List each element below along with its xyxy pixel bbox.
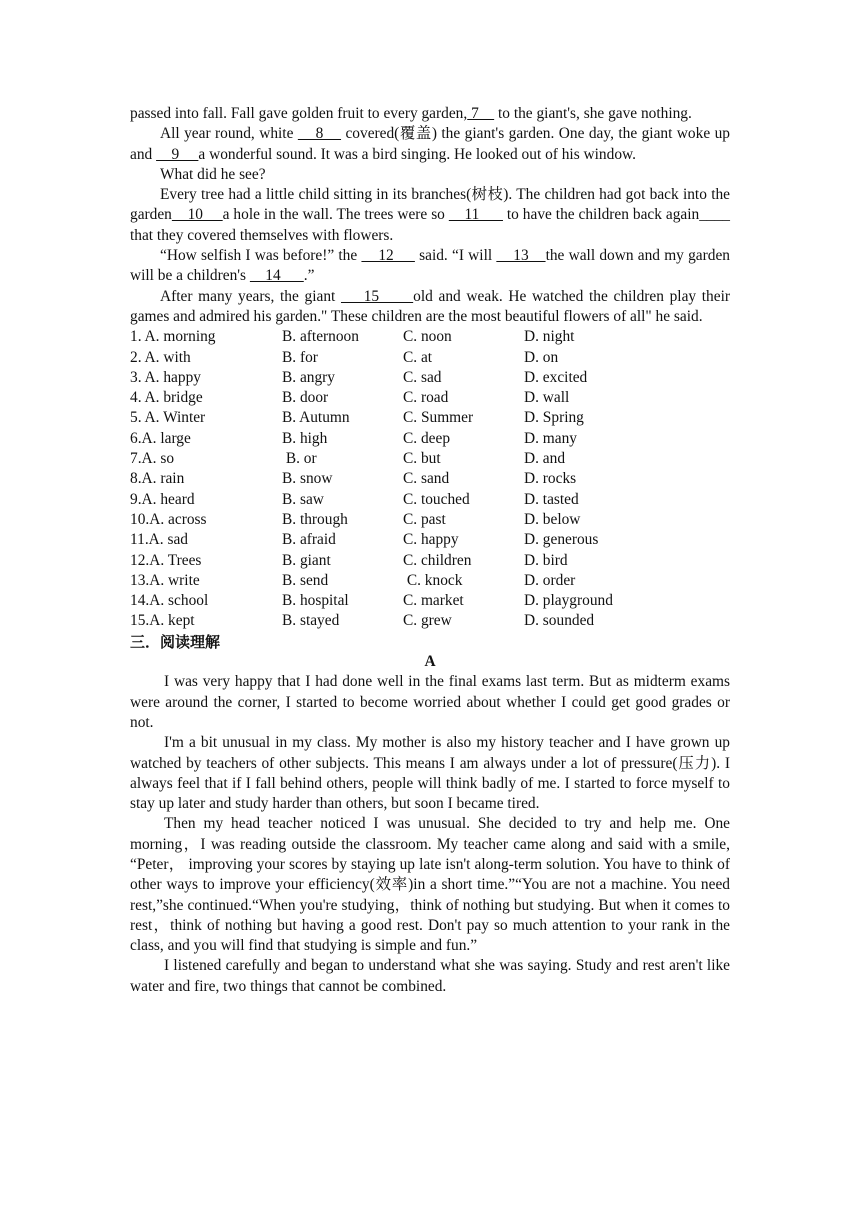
blank-15: 15 (340, 287, 414, 305)
option-d: D. sounded (524, 612, 595, 630)
option-d: D. generous (524, 531, 599, 549)
text-run: “How selfish I was before!” the (160, 247, 362, 265)
blank-7: 7 (467, 105, 495, 122)
option-c: C. Summer (403, 409, 474, 427)
question-9-options (130, 490, 730, 510)
option-c: C. sand (403, 470, 450, 488)
option-a: 14.A. school (130, 592, 209, 610)
text-run: .” (303, 267, 315, 285)
option-b: B. for (282, 348, 318, 366)
option-c: C. touched (403, 490, 470, 508)
blank-13: 13 (496, 247, 546, 265)
question-15-options (130, 611, 730, 631)
option-a: 3. A. happy (130, 368, 201, 386)
text-run: that they covered themselves with flowers. (130, 226, 394, 244)
option-d: D. below (524, 510, 581, 528)
question-8-options (130, 469, 730, 489)
option-a: 5. A. Winter (130, 409, 206, 427)
option-d: D. Spring (524, 409, 584, 427)
option-b: B. angry (282, 368, 336, 386)
blank-12: 12 (361, 247, 415, 265)
option-a: 10.A. across (130, 510, 207, 528)
reading-paragraph-2: I'm a bit unusual in my class. My mother is also my history teacher and I have grown up watched by teachers of other subjects. This means I am always under a lot of pressure(压力). I always feel that if I fall behind others, people will think badly of me. I started to force myself to stay up later and study harder than others, but soon I became tired. (130, 734, 730, 813)
answer-options (130, 327, 730, 631)
text-run: to have the children back again (502, 206, 700, 224)
option-c: C. children (403, 551, 472, 569)
cloze-paragraph-6 (130, 287, 730, 328)
option-b: B. send (282, 571, 329, 589)
section-title: 三．阅读理解 (130, 632, 221, 651)
option-a: 8.A. rain (130, 470, 185, 488)
option-a: 15.A. kept (130, 612, 195, 630)
option-c: C. road (403, 389, 449, 407)
text-run: the wall down and my garden will be a children's (130, 247, 730, 285)
question-1-options (130, 327, 730, 347)
option-a: 4. A. bridge (130, 389, 203, 407)
text-run: a hole in the wall. The trees were so (222, 206, 449, 224)
option-b: B. Autumn (282, 409, 350, 427)
option-a: 6.A. large (130, 429, 191, 447)
reading-paragraph-1: I was very happy that I had done well in the final exams last term. But as midterm exams were around the corner, I started to become worried about whether I could get good grades or not. (130, 673, 730, 731)
question-13-options (130, 571, 730, 591)
option-a: 1. A. morning (130, 328, 216, 346)
question-7-options (130, 449, 730, 469)
option-c: C. noon (403, 328, 452, 346)
blank-11: 11 (448, 206, 503, 224)
text-run: to the giant's, she gave nothing. (494, 105, 692, 122)
question-2-options (130, 348, 730, 368)
option-c: C. grew (403, 612, 452, 630)
option-c: C. happy (403, 531, 459, 549)
reading-paragraph-3: Then my head teacher noticed I was unusual. She decided to try and help me. One morning，I was reading outside the classroom. My teacher came along and said with a smile, “Peter， improving your scores by staying up late isn't along-term solution. You have to think of other ways to improve your efficiency(效率)in a short time.”“You are not a machine. You need rest,”she continued.“When you're studying，think of nothing but studying. But when it comes to rest，think of nothing but having a good rest. Don't pay so much attention to your rank in the class, and you will find that studying is simple and fun.” (130, 815, 730, 955)
option-a: 13.A. write (130, 571, 200, 589)
option-a: 9.A. heard (130, 490, 195, 508)
option-d: D. and (524, 450, 566, 468)
cloze-paragraph-4 (130, 185, 730, 246)
option-a: 2. A. with (130, 348, 191, 366)
option-c: C. at (403, 348, 433, 366)
cloze-paragraph-2 (130, 124, 730, 165)
blank-10: 10 (171, 206, 223, 224)
option-b: B. afternoon (282, 328, 359, 346)
question-14-options (130, 591, 730, 611)
cloze-paragraph-5 (130, 246, 730, 287)
option-b: B. door (282, 389, 329, 407)
option-b: B. high (282, 429, 328, 447)
option-d: D. many (524, 429, 578, 447)
option-d: D. excited (524, 368, 588, 386)
option-a: 12.A. Trees (130, 551, 202, 569)
blank-8: 8 (297, 125, 342, 143)
text-run: After many years, the giant (160, 287, 341, 305)
reading-paragraph-4: I listened carefully and began to understand what she was saying. Study and rest aren't like water and fire, two things that cannot be combined. (130, 957, 730, 995)
option-c: C. market (403, 592, 464, 610)
option-b: B. saw (282, 490, 324, 508)
blank-14: 14 (249, 267, 304, 285)
option-c: C. knock (403, 571, 463, 589)
cloze-paragraph-3: What did he see? (160, 165, 266, 183)
worksheet-page (130, 104, 730, 997)
part-label: A (424, 653, 436, 671)
question-3-options (130, 368, 730, 388)
option-b: B. through (282, 510, 348, 528)
option-b: B. hospital (282, 592, 349, 610)
option-c: C. past (403, 510, 446, 528)
option-d: D. on (524, 348, 559, 366)
text-run: a wonderful sound. It was a bird singing. He looked out of his window. (198, 145, 636, 163)
blank-unnumbered: ____ (699, 206, 730, 224)
text-run: Every tree had a little child sitting in its branches(树枝). The children had got back into the garden (130, 186, 730, 224)
option-d: D. order (524, 571, 576, 589)
text-run: said. “I will (414, 247, 497, 265)
option-d: D. rocks (524, 470, 577, 488)
question-6-options (130, 429, 730, 449)
option-d: D. bird (524, 551, 568, 569)
option-b: B. stayed (282, 612, 340, 630)
option-d: D. wall (524, 389, 570, 407)
option-b: B. afraid (282, 531, 336, 549)
question-4-options (130, 388, 730, 408)
option-b: B. giant (282, 551, 331, 569)
option-c: C. deep (403, 429, 451, 447)
blank-9: 9 (156, 145, 199, 163)
cloze-paragraph-1 (130, 104, 730, 124)
option-d: D. playground (524, 592, 613, 610)
option-b: B. or (282, 450, 317, 468)
option-a: 7.A. so (130, 450, 175, 468)
text-run: covered(覆盖) the giant's garden. One day, the giant woke up and (130, 125, 730, 163)
question-11-options (130, 530, 730, 550)
question-10-options (130, 510, 730, 530)
option-c: C. sad (403, 368, 442, 386)
question-5-options (130, 408, 730, 428)
text-run: passed into fall. Fall gave golden fruit to every garden, (130, 105, 468, 122)
text-run: All year round, white (160, 125, 298, 143)
option-d: D. tasted (524, 490, 579, 508)
option-c: C. but (403, 450, 441, 468)
option-d: D. night (524, 328, 575, 346)
text-run: old and weak. He watched the children play their games and admired his garden." These children are the most beautiful flowers of all" he said. (130, 287, 730, 325)
option-b: B. snow (282, 470, 333, 488)
option-a: 11.A. sad (130, 531, 188, 549)
question-12-options (130, 551, 730, 571)
